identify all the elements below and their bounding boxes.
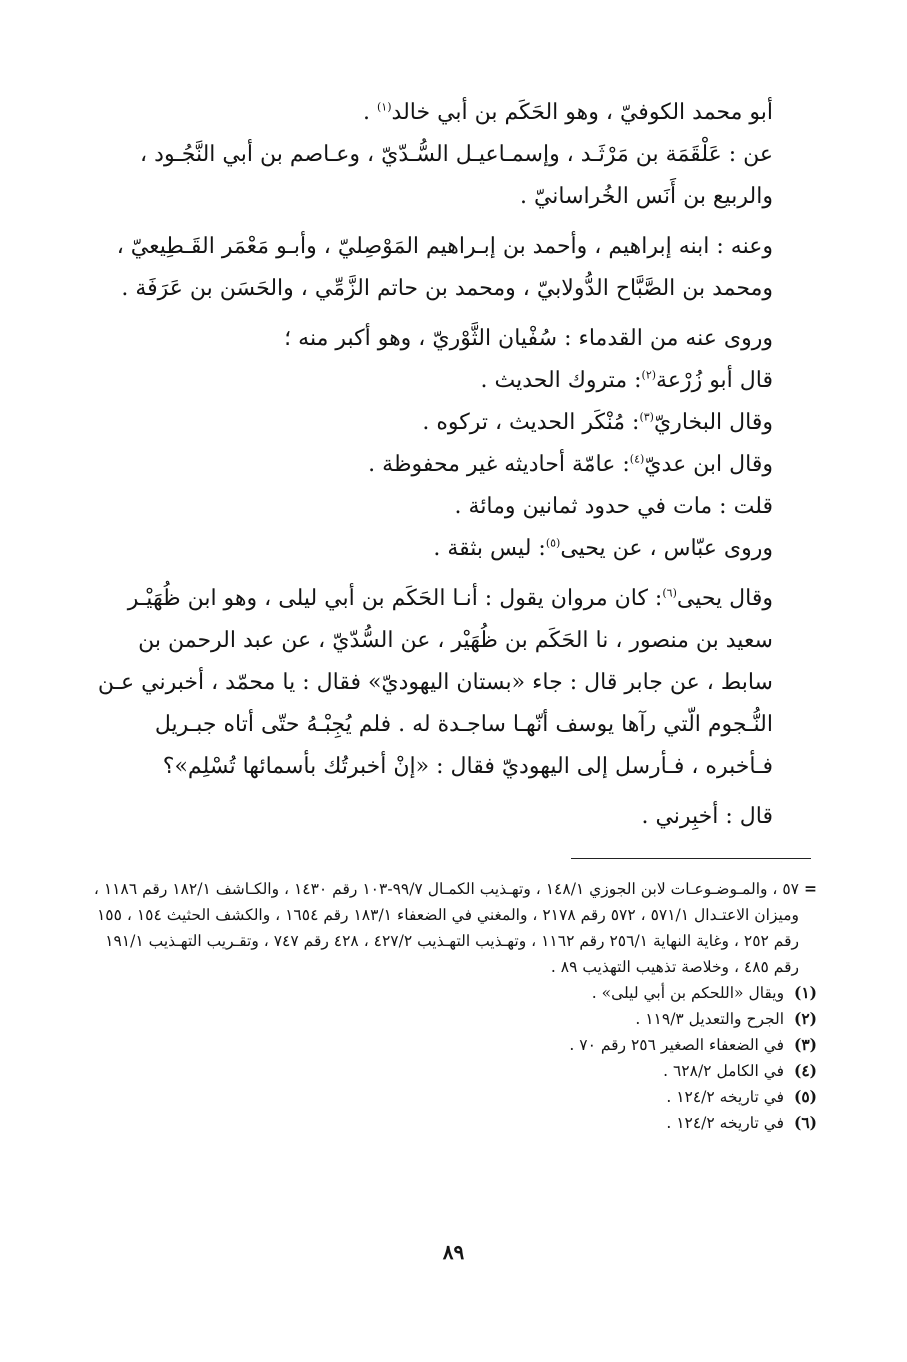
paragraph-narrators: وروى عنه من القدماء : سُفْيان الثَّوْريّ ، وهو أكبر منه ؛ (284, 326, 773, 351)
quote-abbas (88, 528, 813, 570)
text-line: : عامّة أحاديثه غير محفوظة . (368, 452, 630, 477)
paragraph-students: وعنه : ابنه إبراهيم ، وأحمد بن إبـراهيم المَوْصِليّ ، وأبـو مَعْمَر القَـطِيعيّ ، ومحمد بن الصَّبَّاح الدُّولابيّ ، ومحمد بن حاتم الزَّمِّي ، والحَسَن بن عَرَفَة . (116, 234, 773, 301)
page-number: ٨٩ (442, 1240, 465, 1264)
footnote-item (92, 980, 817, 1006)
footnote-text: الجرح والتعديل ١١٩/٣ . (635, 1010, 785, 1028)
footnotes (92, 876, 817, 1136)
paragraph-from: عن : عَلْقَمَة بن مَرْثَـد ، وإسمـاعيـل السُّـدّيّ ، وعـاصم بن أبي النَّجُـود ، والربيع بن أَنَس الخُراسانيّ . (140, 142, 773, 209)
footnote-item (92, 1032, 817, 1058)
author-note: قلت : مات في حدود ثمانين ومائة . (454, 494, 773, 519)
footnote-continued (92, 876, 817, 980)
footnote-number: (٢) (793, 1009, 817, 1028)
text-line: قال أبو زُرْعة (656, 368, 773, 393)
footnote-ref: (٣) (639, 410, 654, 424)
footnote-number: (٣) (793, 1035, 817, 1054)
footnote-text: في الضعفاء الصغير ٢٥٦ رقم ٧٠ . (569, 1036, 785, 1054)
text-line: أبو محمد الكوفيّ ، وهو الحَكَم بن أبي خالد (391, 100, 773, 125)
continuation-marker: = (804, 879, 817, 898)
footnote-text: في تاريخه ١٢٤/٢ . (666, 1114, 785, 1132)
footnote-ref: (٥) (545, 536, 561, 550)
main-text (88, 92, 813, 838)
footnote-divider (571, 858, 811, 859)
quote-bukhari (88, 402, 813, 444)
footnote-ref: (٢) (641, 368, 657, 382)
footnote-item (92, 1006, 817, 1032)
paragraph-yahya (88, 578, 813, 788)
footnote-item (92, 1110, 817, 1136)
footnote-text: في تاريخه ١٢٤/٢ . (666, 1088, 785, 1106)
footnote-text: في الكامل ٦٢٨/٢ . (663, 1062, 785, 1080)
footnote-ref: (٤) (629, 452, 645, 466)
quote-ibn-adi (88, 444, 813, 486)
text-line: وقال البخاريّ (653, 410, 773, 435)
text-line: وقال ابن عديّ (644, 452, 773, 477)
text-line: وقال يحيى (676, 586, 773, 611)
text-line: : ليس بثقة . (433, 536, 546, 561)
paragraph-reply: قال : أخبِرني . (641, 804, 773, 829)
footnote-number: (٦) (793, 1113, 817, 1132)
text-line: . (363, 100, 370, 125)
footnote-number: (٤) (793, 1061, 817, 1080)
footnote-text: ويقال «اللحكم بن أبي ليلى» . (591, 984, 785, 1002)
footnote-number: (١) (793, 983, 817, 1002)
footnote-text: ٥٧ ، والمـوضـوعـات لابن الجوزي ١٤٨/١ ، وتهـذيب الكمـال ٩٩/٧-١٠٣ رقم ١٤٣٠ ، والكـاشف ١٨٢/١ رقم ١١٨٦ ، وميزان الاعتـدال ٥٧١/١ ، ٥٧٢ رقم ٢١٧٨ ، والمغني في الضعفاء ١٨٣/١ رقم ١٦٥٤ ، والكشف الحثيث ١٥٤ ، ١٥٥ رقم ٢٥٢ ، وغاية النهاية ٢٥٦/١ رقم ١١٦٢ ، وتهـذيب التهـذيب ٤٢٧/٢ ، ٤٢٨ رقم ٧٤٧ ، وتقـريب التهـذيب ١٩١/١ رقم ٤٨٥ ، وخلاصة تذهيب التهذيب ٨٩ . (93, 880, 799, 976)
footnote-ref: (٦) (662, 586, 677, 600)
text-line: وروى عبّاس ، عن يحيى (560, 536, 773, 561)
footnote-ref: (١) (377, 100, 392, 114)
quote-abu-zura (88, 360, 813, 402)
text-line: : كان مروان يقول : أنـا الحَكَم بن أبي ليلى ، وهو ابن ظُهَيْـر سعيد بن منصور ، نا الحَكَم بن ظُهَيْر ، عن السُّدّيّ ، عن عبد الرحمن بن سابط ، عن جابر قال : جاء «بستان اليهوديّ» فقال : يا محمّد ، أخبرني عـن النُّـجوم الّتي رآها يوسف أنّهـا ساجـدة له . فلم يُجِبْـهُ حتّى أتاه جبـريل فـأخبره ، فـأرسل إلى اليهوديّ فقال : «إنْ أخبرتُك بأسمائها تُسْلِم»؟ (97, 586, 773, 779)
paragraph-name (88, 92, 813, 134)
footnote-item (92, 1084, 817, 1110)
footnote-number: (٥) (793, 1087, 817, 1106)
text-line: : مُنْكَر الحديث ، تركوه . (422, 410, 640, 435)
text-line: : متروك الحديث . (480, 368, 642, 393)
footnote-item (92, 1058, 817, 1084)
